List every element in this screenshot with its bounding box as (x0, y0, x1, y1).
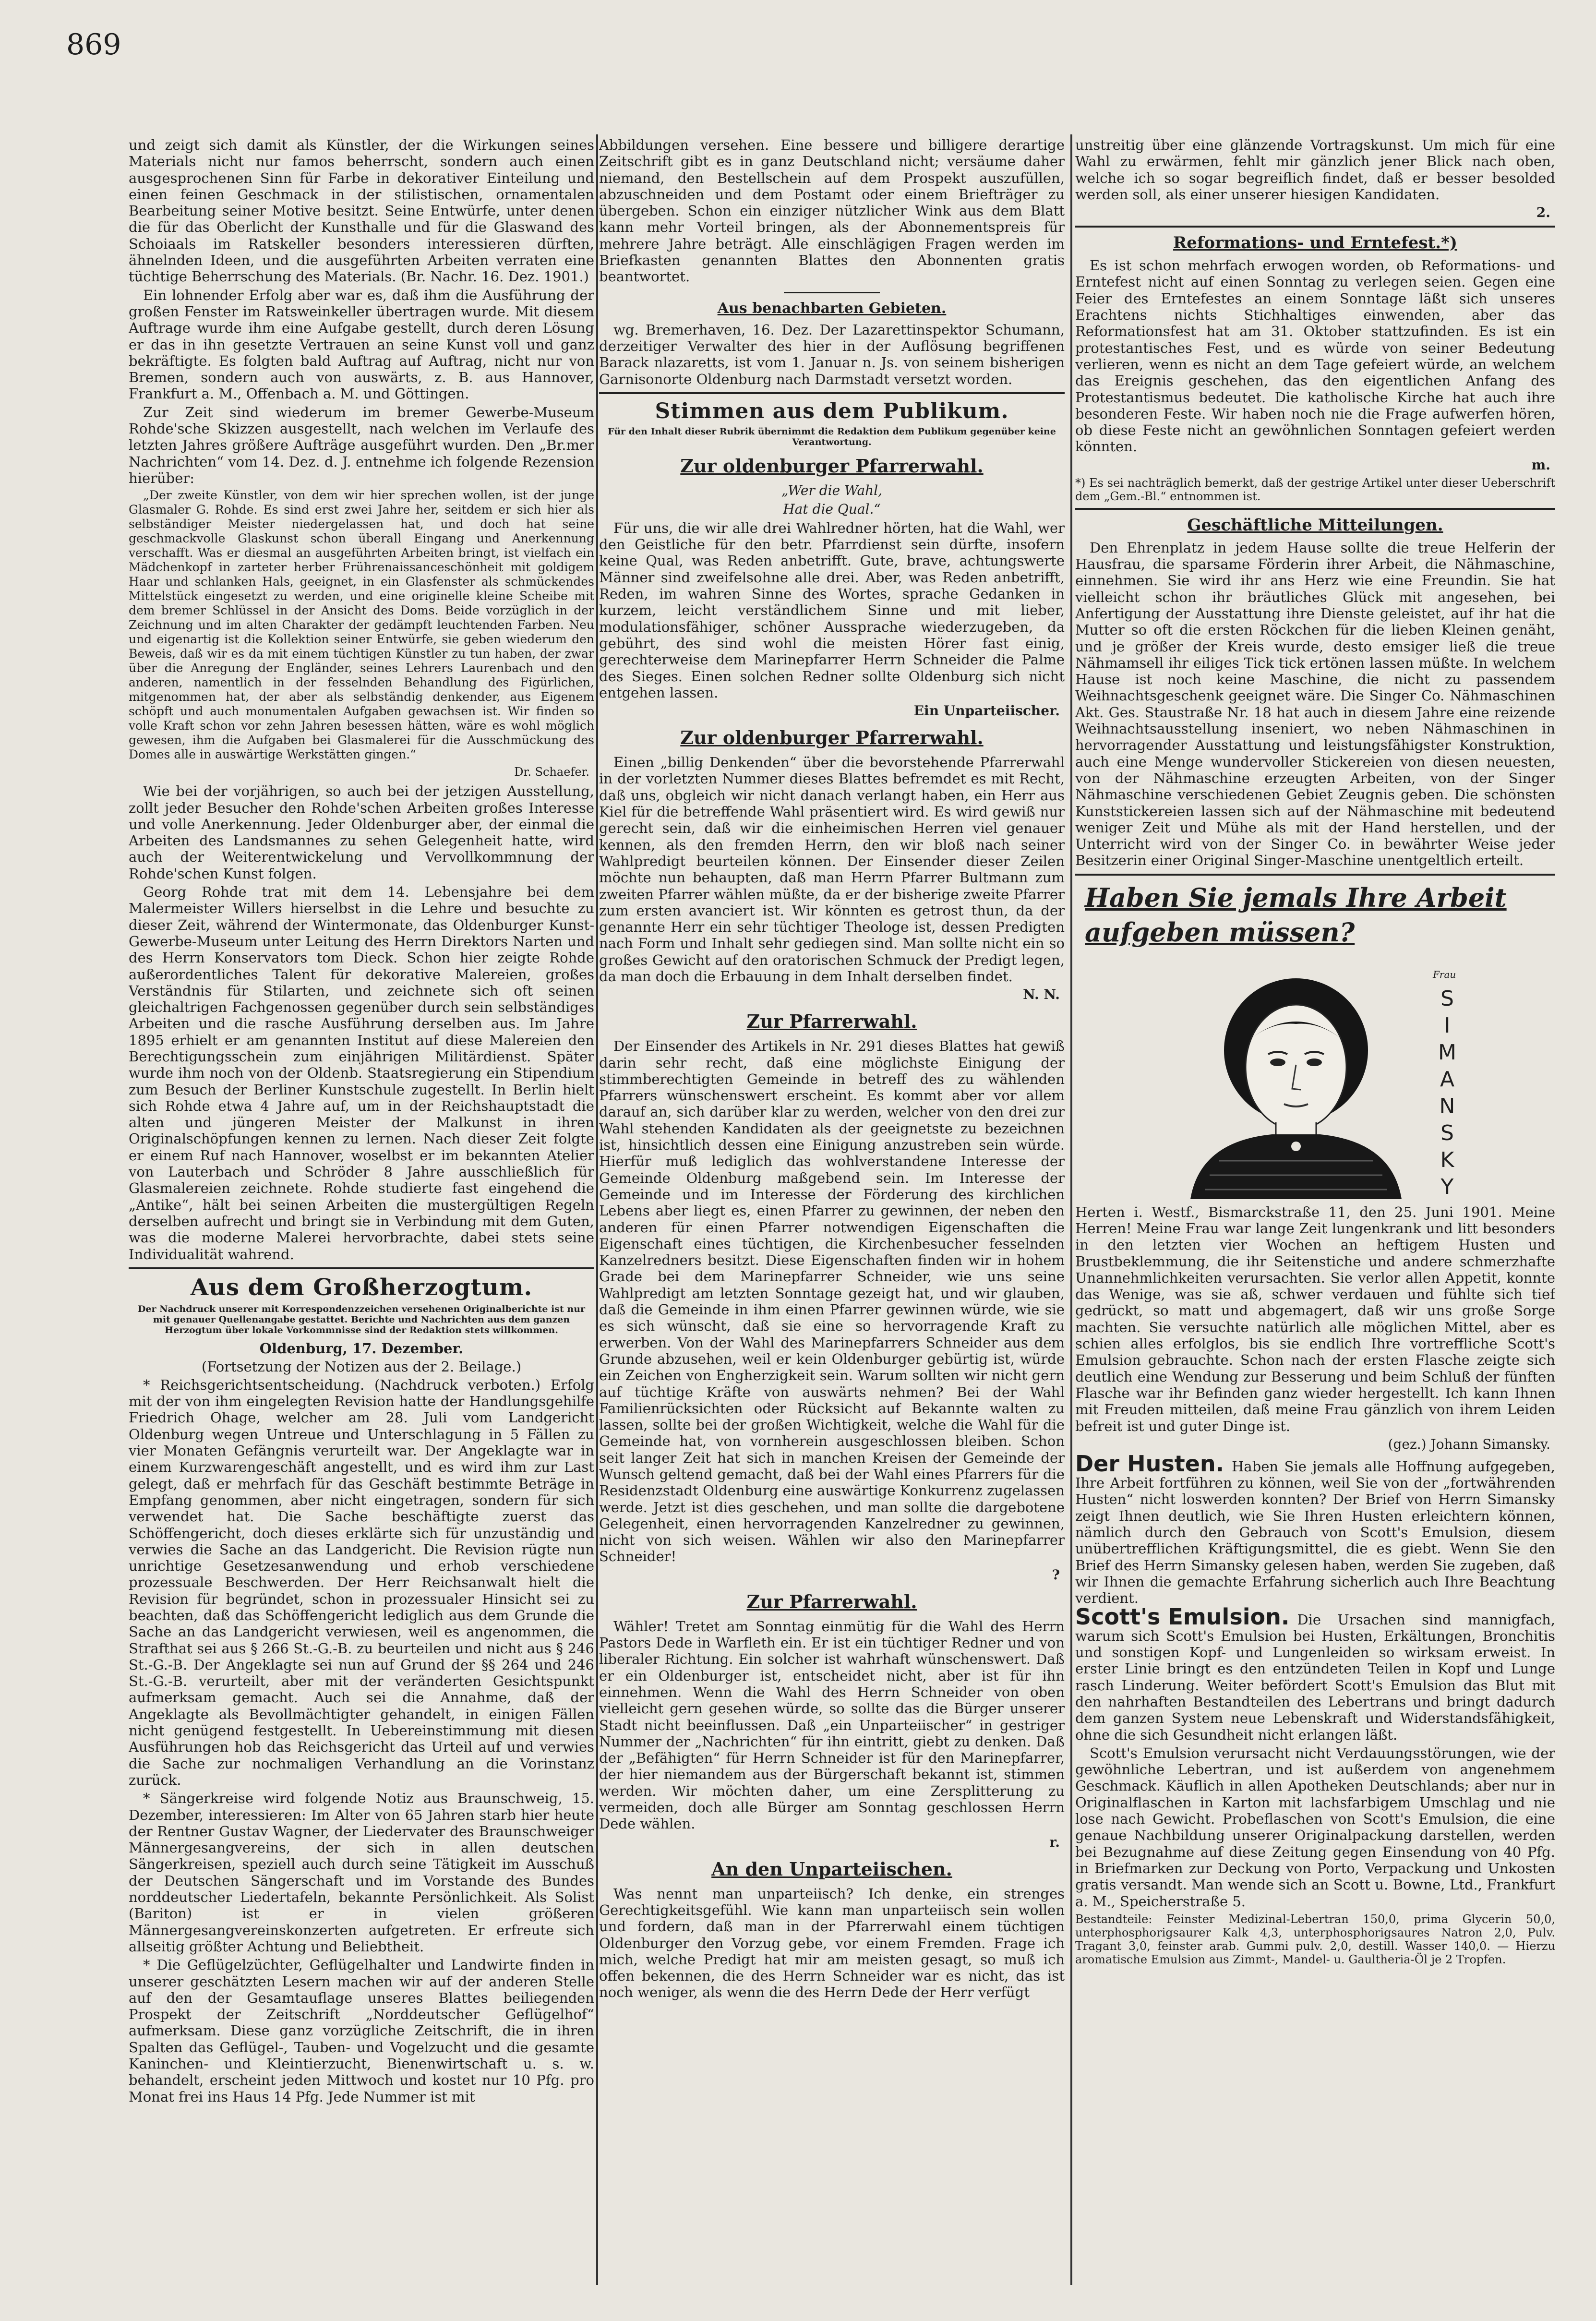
news-item: wg. Bremerhaven, 16. Dez. Der Lazarettinspektor Schumann, derzeitiger Verwalter des hier in der Auflösung begriffenen Barack nlazaretts, ist vom 1. Januar n. Js. von seinem bisherigen Garnisonorte Oldenburg nach Darmstadt versetzt worden. (599, 321, 1065, 387)
section-title: Aus dem Großherzogtum. (190, 1274, 533, 1301)
testimonial-letter: Herten i. Westf., Bismarckstraße 11, den 25. Juni 1901. Meine Herren! Meine Frau war lange Zeit lungenkrank und litt besonders in den letzten vier Wochen an heftigem Husten und Brustbeklemmung, die ihr Seitenstiche und andere schmerzhafte Unannehmlichkeiten verursachten. Sie verlor allen Appetit, konnte das Wenige, was sie aß, schwer verdauen und fühlte sich tief gedrückt, so matt und abgemagert, daß wir uns große Sorge machten. Sie versuchte natürlich alle möglichen Mittel, aber es schien alles erfolglos, bis sie endlich Ihre vortreffliche Scott's Emulsion gebrauchte. Schon nach der ersten Flasche zeigte sich deutlich eine Wendung zur Besserung und beim Schluß der fünften Flasche war ihr Befinden ganz wieder hergestellt. Ich kann Ihnen mit Freuden mitteilen, daß meine Frau gänzlich von ihrem Leiden befreit ist und guter Dinge ist. (1075, 1203, 1555, 1434)
article-paragraph: Abbildungen versehen. Eine bessere und billigere derartige Zeitschrift gibt es in ganz Deutschland nicht; versäume daher niemand, den Bestellschein auf dem Prospekt auszufüllen, abzuschneiden und dem Postamt oder einem Briefträger zu übergeben. Schon ein einziger nützlicher Wink aus dem Blatt kann mehr Vorteil bringen, als der Abonnementspreis für mehrere Jahre beträgt. Alle einschlägigen Fragen werden im Briefkasten genannten Blattes den Abonnenten gratis beantwortet. (599, 137, 1065, 285)
section-rule (1075, 226, 1555, 228)
section-title: Stimmen aus dem Publikum. (655, 398, 1009, 423)
page-number: 869 (66, 28, 121, 61)
quoted-review: „Der zweite Künstler, von dem wir hier sprechen wollen, ist der junge Glasmaler G. Rohde. Es sind erst zwei Jahre her, seitdem er sich hier als selbständiger Meister niedergelassen hat, und doch hat seine geschmackvolle Glaskunst schon überall Eingang und Anerkennung verschafft. Was er diesmal an ausgeführten Arbeiten bringt, ist vielfach ein Mädchenkopf in zarteter herber Frührenaissanceschönheit mit goldigem Haar und schlanken Hals, geeignet, in ein Glasfenster als schmückendes Mittelstück eingesetzt zu werden, und eine originelle kleine Scheibe mit dem bremer Schlüssel in der Ansicht des Doms. Beide vorzüglich in der Zeichnung und im alten Charakter der gedämpft leuchtenden Farben. Neu und eigenartig ist die Kollektion seiner Entwürfe, sie geben wiederum den Beweis, daß wir es da mit einem tüchtigen Künstler zu tun haben, der zwar über die Anregung der Engländer, seines Lehrers Laurenbach und den anderen, namentlich in der fesselnden Behandlung des Figürlichen, mitgenommen hat, der aber als selbständig denkender, aus Eigenem schöpft und auch monumentalen Aufgaben gewachsen ist. Wir finden so volle Kraft schon vor zehn Jahren besessen hätten, wäre es wohl möglich gewesen, ihm die Aufgaben bei Glasmalerei für die Ausschmückung des Domes alle in auswärtige Werkstätten gingen.“ (129, 488, 594, 762)
ad-paragraph: Der Husten. Haben Sie jemals alle Hoffnung aufgegeben, Ihre Arbeit fortführen zu können, weil Sie von der „fortwährenden Husten“ nicht loswerden konnten? Der Brief von Herrn Simansky zeigt Ihnen deutlich, wie Sie Ihren Husten erleichtern können, nämlich durch den Gebrauch von Scott's Emulsion, diesem unübertrefflichen Kräftigungsmittel, die es giebt. Wenn Sie den Brief des Herrn Simansky gelesen haben, werden Sie zugeben, daß wir Ihnen die gemachte Erfahrung sicherlich auch Ihre Beachtung verdient. (1075, 1450, 1555, 1607)
section-rule (1075, 874, 1555, 876)
woman-portrait-illustration (1162, 969, 1430, 1199)
letter-heading: Zur oldenburger Pfarrerwahl. (680, 727, 984, 749)
letter-text: unstreitig über eine glänzende Vortragskunst. Um mich für eine Wahl zu erwärmen, fehlt mir gänzlich jener Blick nach oben, welche ich so sogar begreiflich findet, daß er besser besolded werden soll, als einer unserer hiesigen Kandidaten. (1075, 137, 1555, 203)
news-item: * Reichsgerichtsentscheidung. (Nachdruck verboten.) Erfolg mit der von ihm eingelegten Revision hatte der Handlungsgehilfe Friedrich Ohage, welcher am 28. Juli vom Landgericht Oldenburg wegen Untreue und Unterschlagung in 5 Fällen zu vier Monaten Gefängnis verurteilt war. Der Angeklagte war in einem Kurzwarengeschäft angestellt, und es wird ihm zur Last gelegt, daß er mehrfach für das Geschäft bestimmte Beträge in Empfang genommen, aber nicht eingetragen, sondern für sich verwendet hat. Die Sache beschäftigte zuerst das Schöffengericht, doch dieses erklärte sich für unzuständig und verwies die Sache an das Landgericht. Die Revision rügte nun unrichtige Gesetzesanwendung und erhob verschiedene prozessuale Beschwerden. Der Herr Reichsanwalt hielt die Revision für begründet, schon in prozessualer Hinsicht sei zu beachten, daß das Schöffengericht lediglich aus dem Grunde die Sache an das Landgericht verwiesen, weil es angenommen, die Strafthat sei aus § 266 St.-G.-B. zu beurteilen und nicht aus § 246 St.-G.-B. Der Angeklagte sei nun auf Grund der §§ 264 und 246 St.-G.-B. verurteilt, aber mit der veränderten Gesichtspunkt aufmerksam gemacht. Auch sei die Annahme, daß der Angeklagte als Bevollmächtigter gehandelt, in einigen Fällen nicht genügend festgestellt. In Uebereinstimmung mit diesen Ausführungen hob das Reichsgericht das Urteil auf und verwies die Sache zur nochmaligen Verhandlung an die Vorinstanz zurück. (129, 1376, 594, 1788)
letter-signature: 2. (1536, 204, 1550, 221)
section-rule (129, 1267, 594, 1269)
footnote: *) Es sei nachträglich bemerkt, daß der gestrige Artikel unter dieser Ueberschrift dem „Gem.-Bl.“ entnommen ist. (1075, 476, 1555, 503)
article-paragraph: Ein lohnender Erfolg aber war es, daß ihm die Ausführung der großen Fenster im Ratsweinkeller übertragen wurde. Mit diesem Auftrage wurde ihm eine Aufgabe gestellt, durch deren Lösung er das in ihn gesetzte Vertrauen an seine Kunst voll und ganz bekräftigte. Es folgten bald Auftrag auf Auftrag, nicht nur von Bremen, sondern auch von auswärts, z. B. aus Hannover, Frankfurt a. M., Offenbach a. M. und Göttingen. (129, 287, 594, 402)
letter-text: Es ist schon mehrfach erwogen worden, ob Reformations- und Erntefest nicht auf einen Sonntag zu verlegen seien. Gegen eine Feier des Erntefestes an einem Sonntage läßt sich unseres Erachtens nichts Stichhaltiges einwenden, aber das Reformationsfest hat am 31. Oktober stattzufinden. Es ist ein protestantisches Fest, und es würde von seiner Bedeutung verlieren, wenn es nicht an dem Tage gefeiert würde, an welchem das Ereignis geschehen, das den eigentlichen Anfang des Protestantismus bedeutet. Die katholische Kirche hat auch ihre besonderen Feste. Wir haben noch nie die Frage aufwerfen hören, ob diese Feste nicht an gewöhnlichen Sonntagen gefeiert werden könnten. (1075, 257, 1555, 455)
article-paragraph: Zur Zeit sind wiederum im bremer Gewerbe-Museum Rohde'sche Skizzen ausgestellt, nach welchen im Verlaufe des letzten Jahres größere Aufträge ausgeführt wurden. Den „Br.mer Nachrichten“ vom 14. Dez. d. J. entnehme ich folgende Rezension hierüber: (129, 404, 594, 486)
section-heading: Aus benachbarten Gebieten. (717, 300, 947, 317)
section-rule (1075, 508, 1555, 510)
review-signature: Dr. Schaefer. (514, 765, 589, 779)
column-2 (599, 137, 1065, 2287)
news-item: * Die Geflügelzüchter, Geflügelhalter und Landwirte finden in unserer geschätzten Lesern machen wir auf der anderen Stelle auf den der Gesamtauflage unseres Blattes beiliegenden Prospekt der Zeitschrift „Norddeutscher Geflügelhof“ aufmerksam. Diese ganz vorzügliche Zeitschrift, die in ihren Spalten das Geflügel-, Tauben- und Vogelzucht und die gesamte Kaninchen- und Kleintierzucht, Bienenwirtschaft u. s. w. behandelt, erscheint jeden Mittwoch und kostet nur 10 Pfg. pro Monat frei ins Haus 14 Pfg. Jede Nummer ist mit (129, 1957, 594, 2105)
letter-signature: N. N. (1023, 986, 1060, 1003)
section-heading: Geschäftliche Mitteilungen. (1187, 515, 1443, 535)
ad-name-vertical: S I M A N S K Y (1438, 986, 1456, 1199)
short-rule (784, 292, 880, 293)
column-divider (1070, 134, 1072, 2285)
ingredients-note: Bestandteile: Feinster Medizinal-Lebertran 150,0, prima Glycerin 50,0, unterphosphorigsaurer Kalk 4,3, unterphosphorigsaures Natron 2,0, Pulv. Tragant 3,0, feinster arab. Gummi pulv. 2,0, destill. Wasser 140,0. — Hierzu aromatische Emulsion aus Zimmt-, Mandel- u. Gaultheria-Öl je 2 Tropfen. (1075, 1912, 1555, 1966)
letter-heading: An den Unparteiischen. (711, 1858, 952, 1880)
letter-text: Wähler! Tretet am Sonntag einmütig für die Wahl des Herrn Pastors Dede in Warfleth ein. Er ist ein tüchtiger Redner und von liberaler Richtung. Ein solcher ist wahrhaft wünschenswert. Daß er ein Oldenburger ist, entscheidet nicht, aber ist für ihn einnehmen. Wenn die Wahl des Herrn Schneider von oben vielleicht gern gesehen würde, so sollte das die Bürger unserer Stadt nicht beeinflussen. Daß „ein Unparteiischer“ in gestriger Nummer der „Nachrichten“ für ihn eintritt, giebt zu denken. Daß der „Befähigten“ für Herrn Schneider ist für den Marinepfarrer, der hier niemandem aus der Bürgerschaft bekannt ist, stimmen werden. Wir möchten daher, um eine Zersplitterung zu vermeiden, doch alle Bürger am Sonntag geschlossen Herrn Dede wählen. (599, 1618, 1065, 1832)
epigraph-line: „Wer die Wahl, (781, 482, 883, 498)
letter-heading: Reformations- und Erntefest.*) (1173, 233, 1457, 253)
letter-heading: Zur oldenburger Pfarrerwahl. (680, 455, 984, 477)
letter-text: Für uns, die wir alle drei Wahlredner hörten, hat die Wahl, wer den Geistliche für den betr. Pfarrdienst sein dürfte, insofern keine Qual, was Reden anbetrifft. Gute, brave, achtungswerte Männer sind zweifelsohne alle drei. Aber, was Reden anbetrifft, Reden, im wahren Sinne des Wortes, sprache Gedanken in kurzem, leicht verständlichem Sinne und mit lieber, modulationsfähiger, schöner Aussprache wiederzugeben, da gebührt, des sind wohl die meisten Hörer fast einig, gerechterweise dem Marinepfarrer Herrn Schneider die Palme des Sieges. Einen solchen Redner sollte Oldenburg sich nicht entgehen lassen. (599, 519, 1065, 701)
ad-headline: Haben Sie jemals Ihre Arbeit aufgeben müssen? (1085, 882, 1507, 948)
ad-portrait-block (1075, 954, 1555, 1204)
epigraph-line: Hat die Qual.“ (783, 501, 881, 517)
dateline: Oldenburg, 17. Dezember. (259, 1340, 464, 1357)
letter-text: Was nennt man unparteiisch? Ich denke, ein strenges Gerechtigkeitsgefühl. Wie kann man unparteiisch sein wollen und fordern, daß man in der Pfarrerwahl einem tüchtigen Oldenburger den Vorzug gebe, vor einem Fremden. Frage ich mich, welche Predigt hat mir am meisten gesagt, so muß ich offen bekennen, die des Herrn Schneider war es nicht, das ist noch weniger, als wenn die des Herrn Dede der Herr verfügt (599, 1885, 1065, 2001)
letter-signature: m. (1531, 457, 1550, 473)
ad-keyword: Der Husten. (1075, 1450, 1224, 1477)
article-paragraph: Wie bei der vorjährigen, so auch bei der jetzigen Ausstellung, zollt jeder Besucher den Rohde'schen Arbeiten großes Interesse und volle Anerkennung. Jeder Oldenburger aber, der einmal die Arbeiten des Landsmannes zu sehen Gelegenheit hatte, wird auch der Weiterentwickelung und Vervollkommnung der Rohde'schen Kunst folgen. (129, 783, 594, 882)
article-paragraph: Georg Rohde trat mit dem 14. Lebensjahre bei dem Malermeister Willers hierselbst in die Lehre und besuchte zu dieser Zeit, während der Wintermonate, das Oldenburger Kunst-Gewerbe-Museum unter Leitung des Herrn Direktors Narten und des Herrn Konservators tom Dieck. Schon hier zeigte Rohde außerordentliches Talent für dekorative Malereien, großes Verständnis für Stilarten, und zeichnete sich oft seinen gleichaltrigen Fachgenossen gegenüber durch sein selbständiges Arbeiten und die rasche Ausführung derselben aus. Im Jahre 1895 erhielt er am genannten Institut auf diese Malereien den Berechtigungsschein zum einjährigen Militärdienst. Später wurde ihm noch von der Oldenb. Staatsregierung ein Stipendium zum Besuch der Berliner Kunstschule zugestellt. In Berlin hielt sich Rohde etwa 4 Jahre auf, um in der Reichshauptstadt die alten und jüngeren Meister der Malkunst in ihren Originalschöpfungen kennen zu lernen. Nach dieser Zeit folgte er einem Ruf nach Hannover, woselbst er im bekannten Atelier von Lauterbach und Schröder 8 Jahre ausschließlich für Glasmalereien zeichnete. Rohde studierte fast eingehend die „Antike“, hält bei seinen Arbeiten die mustergültigen Regeln derselben aufrecht und bringt sie in Verbindung mit dem Guten, was die moderne Malerei hervorbrachte, dabei stets seine Individualität wahrend. (129, 884, 594, 1263)
section-note: Für den Inhalt dieser Rubrik übernimmt die Redaktion dem Publikum gegenüber keine Verantwortung. (608, 426, 1056, 447)
column-1 (129, 137, 594, 2287)
ad-label: Frau (1433, 968, 1456, 980)
letter-heading: Zur Pfarrerwahl. (746, 1590, 917, 1612)
letter-text: Einen „billig Denkenden“ über die bevorstehende Pfarrerwahl in der vorletzten Nummer dieses Blattes befremdet es mit Recht, daß uns, obgleich wir nicht danach verlangt haben, ein Herr aus Kiel für die betreffende Wahl präsentiert wird. Es wird gewiß nur gerecht sein, daß wir die einheimischen Herren viel genauer kennen, als den fremden Herrn, den wir bloß nach seiner Wahlpredigt beurteilen können. Der Einsender dieser Zeilen möchte nun behaupten, daß man Herrn Pfarrer Bultmann zum zweiten Pfarrer wählen müßte, da er der bisherige zweite Pfarrer zum ersten avanciert ist. Wir könnten es getrost thun, da der genannte Herr ein sehr tüchtiger Theologe ist, dessen Predigten nach Form und Inhalt sehr gediegen sind. Man sollte nicht ein so großes Gewicht auf den oratorischen Schmuck der Predigt legen, da man doch die Erbauung in dem Inhalt derselben findet. (599, 754, 1065, 985)
section-rule (599, 392, 1065, 394)
letter-heading: Zur Pfarrerwahl. (746, 1010, 917, 1033)
ad-keyword: Scott's Emulsion. (1075, 1603, 1290, 1630)
testimonial-signature: (gez.) Johann Simansky. (1388, 1436, 1550, 1452)
ad-paragraph: Scott's Emulsion. Die Ursachen sind mannigfach, warum sich Scott's Emulsion bei Husten, Erkältungen, Bronchitis und sonstigen Kopf- und Lungenleiden so wirksam erweist. In erster Linie bringt es den entzündeten Teilen in Kopf und Lunge rasch Linderung. Weiter befördert Scott's Emulsion das Blut mit den nahrhaften Bestandteilen des Lebertrans und bringt dadurch dem ganzen System neue Lebenskraft und Widerstandsfähigkeit, ohne die sich Gesundheit nicht erlangen läßt. (1075, 1603, 1555, 1743)
continuation-note: (Fortsetzung der Notizen aus der 2. Beilage.) (201, 1358, 522, 1375)
column-divider (596, 134, 598, 2285)
letter-text: Der Einsender des Artikels in Nr. 291 dieses Blattes hat gewiß darin sehr recht, daß eine möglichste Einigung der stimmberechtigten Gemeinde in betreff des zu wählenden Pfarrers wünschenswert erscheint. Es kommt aber vor allem darauf an, sich darüber klar zu werden, welcher von den drei zur Wahl stehenden Kandidaten als der geeignetste zu bezeichnen ist, hinsichtlich dessen eine Einigung anzustreben sein würde. Hierfür muß lediglich das wohlverstandene Interesse der Gemeinde Oldenburg maßgebend sein. Im Interesse der Gemeinde und im Interesse der Förderung des kirchlichen Lebens aber liegt es, einen Pfarrer zu gewinnen, der neben den anderen für einen Pfarrer notwendigen Eigenschaften die Eigenschaft eines tüchtigen, die Kirchenbesucher fesselnden Kanzelredners besitzt. Diese Eigenschaften finden wir in hohem Grade bei dem Marinepfarrer Schneider, wie uns seine Wahlpredigt am letzten Sonntage gezeigt hat, und wir glauben, daß die Gemeinde in ihm einen Pfarrer gewinnen würde, wie sie es sich wünscht, daß sie eine so hervorragende Kraft zu erwerben. Von der Wahl des Marinepfarrers Schneider aus dem Grunde abzusehen, weil er kein Oldenburger gebürtig ist, würde ein Zeichen von Engherzigkeit sein. Warum sollten wir nicht gern auf tüchtige Kräfte von auswärts nehmen? Bei der Wahl Familienrücksichten oder Rücksicht auf Bekannte walten zu lassen, sollte bei der großen Wichtigkeit, welche die Wahl für die Gemeinde hat, von vornherein ausgeschlossen bleiben. Schon seit langer Zeit hat sich in manchen Kreisen der Gemeinde der Wunsch geltend gemacht, daß bei der Wahl eines Pfarrers für die Residenzstadt Oldenburg eine auswärtige Konkurrenz zugelassen werde. Jetzt ist dies geschehen, und man sollte die dargebotene Gelegenheit, einen hervorragenden Kanzelredner zu gewinnen, nicht von sich weisen. Wählen wir also den Marinepfarrer Schneider! (599, 1038, 1065, 1565)
letter-signature: ? (1052, 1566, 1060, 1583)
letter-signature: Ein Unparteiischer. (913, 703, 1060, 719)
news-item: * Sängerkreise wird folgende Notiz aus Braunschweig, 15. Dezember, interessieren: Im Alter von 65 Jahren starb hier heute der Rentner Gustav Wagner, der Liedervater des Braunschweiger Männergesangvereins, der sich in allen deutschen Sängerkreisen, speziell auch durch seine Tätigkeit im Ausschuß der Deutschen Sängerschaft und im Vorstande des Bundes norddeutscher Liedertafeln, bekannte Persönlichkeit. Als Solist (Bariton) ist er in vielen größeren Männergesangvereinskonzerten aufgetreten. Er erfreute sich allseitig größter Achtung und Beliebtheit. (129, 1790, 594, 1955)
ad-paragraph: Scott's Emulsion verursacht nicht Verdauungsstörungen, wie der gewöhnliche Lebertran, und ist außerdem von angenehmem Geschmack. Käuflich in allen Apotheken Deutschlands; aber nur in Originalflaschen in Karton mit lachsfarbigem Umschlag und nie lose nach Gewicht. Probeflaschen von Scott's Emulsion, die eine genaue Nachbildung unserer Originalpackung darstellen, werden bei Bezugnahme auf diese Zeitung gegen Einsendung von 40 Pfg. in Briefmarken zur Deckung von Porto, Verpackung und Unkosten gratis versandt. Man wende sich an Scott u. Bowne, Ltd., Frankfurt a. M., Speicherstraße 5. (1075, 1744, 1555, 1910)
section-note: Der Nachdruck unserer mit Korrespondenzzeichen versehenen Originalberichte ist nur mit genauer Quellenangabe gestattet. Berichte und Nachrichten aus dem ganzen Herzogtum über lokale Vorkommnisse sind der Redaktion stets willkommen. (137, 1303, 586, 1335)
article-paragraph: und zeigt sich damit als Künstler, der die Wirkungen seines Materials nicht nur famos beherrscht, sondern auch einen ausgesprochenen Sinn für Farbe in dekorativer Einteilung und einen feinen Geschmack in der stilistischen, ornamentalen Bearbeitung seiner Motive besitzt. Seine Entwürfe, unter denen die für das Oberlicht der Kunsthalle und für die Glaswand des Schoiaals im Ratskeller besonders interessieren dürften, ähnelnden Ideen, und die ausgeführten Arbeiten verraten eine tüchtige Beherrschung des Materials. (Br. Nachr. 16. Dez. 1901.) (129, 137, 594, 285)
business-notice: Den Ehrenplatz in jedem Hause sollte die treue Helferin der Hausfrau, die sparsame Förderin ihrer Arbeit, die Nähmaschine, einnehmen. Sie wird ihr ans Herz wie eine Freundin. Sie hat vielleicht schon ihr bräutliches Glück mit angesehen, bei Anfertigung der Ausstattung ihre Dienste geleistet, auf ihr hat die Mutter so oft die ersten Röckchen für die lieben Kleinen genäht, und je größer der Kreis wurde, desto emsiger ließ die treue Nähmamsell ihr eiliges Tick tick ertönen lassen müßte. In welchem Hause ist noch keine Maschine, die nicht zu passendem Weihnachtsgeschenk geeignet wäre. Die Singer Co. Nähmaschinen Akt. Ges. Staustraße Nr. 18 hat auch in diesem Jahre eine reizende Weihnachtsausstellung inseniert, wo neben Nähmaschinen in hervorragender Ausstattung und leistungsfähigster Konstruktion, auch eine Menge wundervoller Stickereien von diesen neuesten, von der Nähmaschine erzeugten Arbeiten, von der Singer Nähmaschine verschiedenen Gebiet Zeugnis geben. Die schönsten Kunststickereien lassen sich auf der Nähmaschine mit bedeutend weniger Zeit und Mühe als mit der Hand herstellen, und der Unterricht wird von der Singer Co. in bewährter Weise jeder Besitzerin einer Original Singer-Maschine unentgeltlich erteilt. (1075, 539, 1555, 869)
letter-signature: r. (1049, 1834, 1060, 1850)
column-3 (1075, 137, 1555, 2287)
